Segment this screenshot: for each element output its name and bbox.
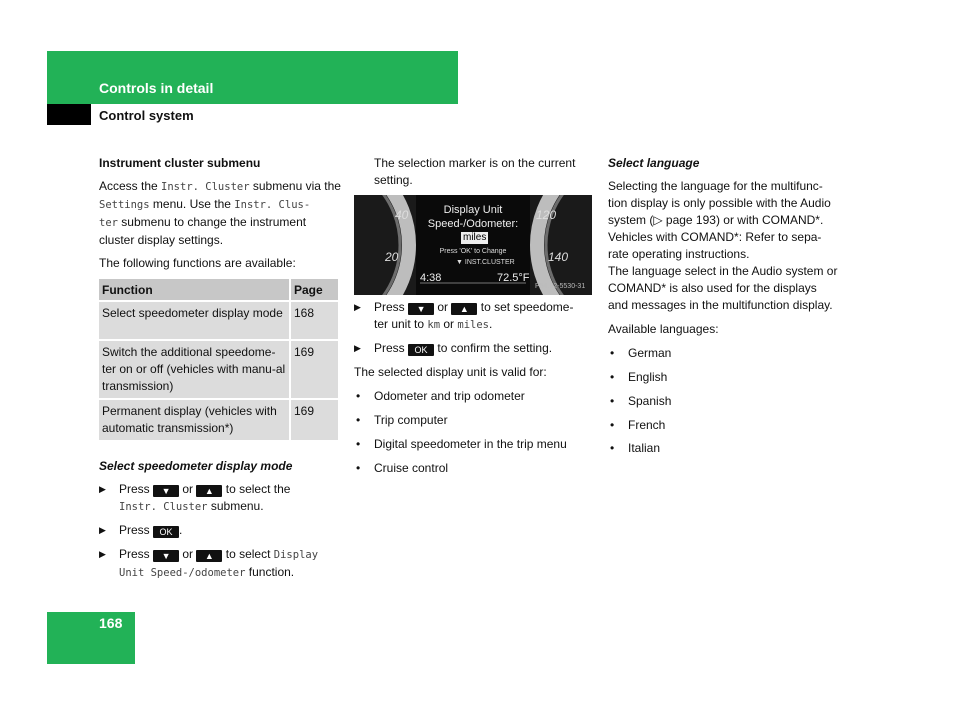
down-triangle-icon: ▼ [456,259,463,266]
step-confirm: ▶ Press OK to confirm the setting. [354,341,553,355]
step-set-unit: ▶ Press ▼ or ▲ to set speedome- ter unit to km or miles. [354,300,574,331]
table-row: Permanent display (vehicles with automatic transmission*) 169 [99,400,338,440]
select-language-heading: Select language [608,156,700,170]
column-1 [99,155,341,582]
gauge-right-bottom: 140 [548,250,569,264]
access-paragraph: Access the Instr. Cluster submenu via the Settings menu. Use the Instr. Clus- ter submenu to change the instrument cluster display settings. [99,179,341,247]
list-item: • Digital speedometer in the trip menu [356,437,567,451]
display-prompt: Press 'OK' to Change [439,248,507,255]
display-selected-unit: miles [463,232,487,243]
display-subtitle: Speed-/Odometer: [427,218,519,230]
select-speedometer-heading: Select speedometer display mode [99,459,293,473]
instrument-cluster-image [354,195,592,295]
down-key-icon: ▼ [153,485,179,497]
gauge-left-bottom: 20 [385,250,399,264]
language-paragraph-2: The language select in the Audio system or COMAND* is also used for the displays and messages in the multifunction display. [608,264,838,312]
step-arrow-icon: ▶ [99,525,106,535]
functions-table [99,277,338,442]
list-item: • Italian [610,441,661,455]
header-band [47,51,458,104]
list-item: • Spanish [610,394,672,408]
gauge-right-top: 120 [536,208,557,222]
list-item: • Cruise control [356,461,449,475]
step-select-function: ▶ Press ▼ or ▲ to select Display Unit Speed-/odometer function. [99,547,319,579]
step-arrow-icon: ▶ [99,484,106,494]
instrument-cluster-heading: Instrument cluster submenu [99,156,261,170]
display-title: Display Unit [443,204,503,216]
page-number: 168 [99,615,123,631]
up-key-icon: ▲ [196,485,222,497]
ok-key-icon: OK [153,526,179,538]
up-key-icon: ▲ [196,550,222,562]
display-temperature: 72.5°F [497,272,530,284]
subsection-title: Control system [99,108,194,123]
display-time: 4:38 [420,272,442,284]
table-header-page: Page [289,279,338,300]
valid-for-text: The selected display unit is valid for: [354,365,547,379]
black-tab [47,104,91,125]
step-arrow-icon: ▶ [99,549,106,559]
up-key-icon: ▲ [451,303,477,315]
step-arrow-icon: ▶ [354,343,361,353]
step-select-submenu: ▶ Press ▼ or ▲ to select the Instr. Cluster submenu. [99,482,291,513]
display-menu-label: ▼ INST.CLUSTER [456,259,515,266]
table-row: Switch the additional speedome-ter on or off (vehicles with manu-al transmission) 169 [99,341,338,398]
section-title: Controls in detail [99,80,214,96]
down-key-icon: ▼ [408,303,434,315]
image-code: P54.32-5530-31 [535,283,586,290]
list-item: • Odometer and trip odometer [356,389,525,403]
list-item: • Trip computer [356,413,448,427]
language-paragraph-1: Selecting the language for the multifunc- tion display is only possible with the Audio system (▷ page 193) or with COMAND*. Vehicles with COMAND*: Refer to sepa- rate operating instructions. [608,179,831,261]
table-row: Select speedometer display mode 168 [99,302,338,339]
gauge-left-top: 40 [395,208,409,222]
table-header-function: Function [99,279,289,300]
list-item: • English [610,370,668,384]
down-key-icon: ▼ [153,550,179,562]
list-item: • German [610,346,672,360]
column-3 [608,155,858,457]
column-2 [354,155,594,477]
step-arrow-icon: ▶ [354,302,361,312]
list-item: • French [610,418,666,432]
available-languages-text: Available languages: [608,322,719,336]
available-functions-text: The following functions are available: [99,256,296,270]
ok-key-icon: OK [408,344,434,356]
step-press-ok: ▶ Press OK . [99,523,183,537]
selection-marker-text: The selection marker is on the current setting. [374,156,576,187]
